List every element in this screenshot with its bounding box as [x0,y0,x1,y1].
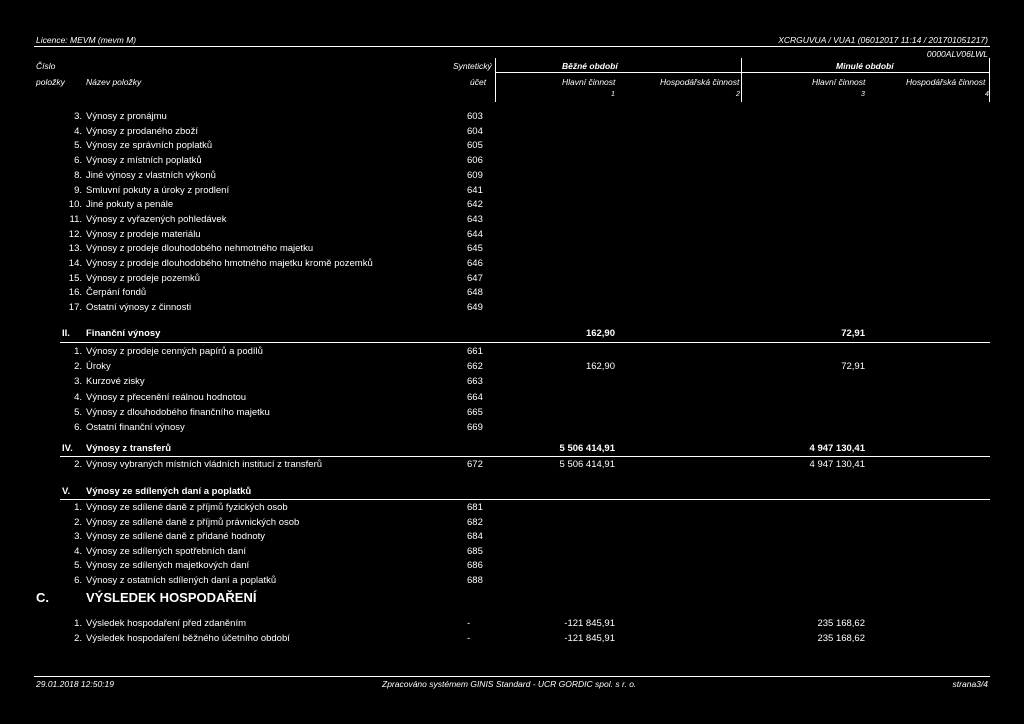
row-number: 3. [74,111,82,122]
row-account: 645 [467,243,483,255]
row-account: 648 [467,287,483,299]
row-number: 6. [74,574,82,586]
row-number: 6. [74,155,82,167]
row-number: 11. [69,213,82,225]
row-account: 603 [467,111,483,122]
row-number: 3. [74,376,82,388]
table-row [0,155,1024,169]
col-num-4: 4 [985,91,989,98]
table-row [0,185,1024,199]
row-name: Ostatní finanční výnosy [86,422,185,433]
row-account: 606 [467,155,483,167]
section-iv-header [0,443,1024,457]
row-name: Výnosy z prodeje dlouhodobého nehmotného majetku [86,243,314,255]
table-row [0,126,1024,140]
row-account: 646 [467,258,483,269]
table-row [0,229,1024,243]
col-num-2: 2 [736,91,740,98]
row-account: 642 [467,199,483,211]
row-number: 5. [74,560,82,571]
table-row [0,170,1024,184]
row-name: Výnosy ze správních poplatků [86,140,213,152]
row-name: Výnosy z prodeje pozemků [86,272,201,284]
row-account: 665 [467,406,483,418]
row-account: - [467,618,471,629]
col-nazev: Název položky [86,77,142,87]
section-ii-title: Finanční výnosy [86,328,161,339]
row-minule-hlavni: 235 168,62 [817,618,865,629]
col-bezne-hospodarska: Hospodářská činnost [660,77,740,87]
table-row [0,407,1024,421]
section-ii-bezne: 162,90 [585,328,615,339]
col-minule: Minulé období [836,61,894,71]
table-row [0,546,1024,560]
section-c-num: C. [36,590,49,605]
row-number: 10. [68,199,82,211]
section-v-header [0,486,1024,500]
row-number: 1. [74,618,82,629]
row-account: 609 [467,169,483,181]
section-iv-num: IV. [62,443,73,454]
row-account: 661 [467,346,483,357]
row-account: 681 [467,502,483,513]
col-synteticky: Syntetický [453,61,492,71]
table-row [0,346,1024,360]
row-name: Jiné výnosy z vlastních výkonů [86,169,216,181]
row-name: Výnosy z místních poplatků [86,155,202,167]
section-iv-minule: 4 947 130,41 [809,443,865,454]
row-number: 4. [74,391,82,403]
row-account: - [467,632,471,644]
row-name: Ostatní výnosy z činnosti [86,302,192,314]
section-v-rule [60,499,990,500]
row-number: 5. [74,406,82,418]
row-number: 1. [74,502,82,513]
table-row [0,376,1024,390]
section-ii-rule [60,342,990,343]
section-v-num: V. [62,486,71,497]
row-account: 649 [467,302,483,314]
section-ii-header [0,328,1024,342]
row-minule-hlavni: 4 947 130,41 [809,459,865,470]
row-name: Výnosy z ostatních sdílených daní a poplatků [86,574,277,586]
table-row [0,140,1024,154]
col-bezne: Běžné období [562,61,618,71]
header-divider-1 [495,58,496,102]
row-number: 5. [74,140,82,152]
col-cislo: Číslo [36,61,56,71]
row-number: 6. [74,422,82,433]
row-name: Výnosy ze sdílených spotřebních daní [86,545,247,557]
row-number: 2. [74,361,82,373]
row-bezne-hlavni: -121 845,91 [564,618,615,629]
row-account: 644 [467,228,483,240]
table-row [0,560,1024,574]
row-account: 672 [467,459,483,470]
section-iv-title: Výnosy z transferů [86,443,171,454]
row-name: Výsledek hospodaření běžného účetního období [86,632,290,644]
row-minule-hlavni: 72,91 [841,361,865,373]
row-name: Výnosy z vyřazených pohledávek [86,213,227,225]
row-name: Výsledek hospodaření před zdaněním [86,618,247,629]
row-name: Výnosy ze sdílené daně z přidané hodnoty [86,531,266,542]
row-name: Výnosy ze sdílené daně z příjmů fyzických osob [86,502,288,513]
row-number: 2. [74,632,82,644]
row-name: Výnosy z přecenění reálnou hodnotou [86,391,247,403]
row-number: 3. [74,531,82,542]
header-divider-2 [741,58,742,102]
row-account: 682 [467,516,483,528]
row-name: Výnosy vybraných místních vládních institucí z transferů [86,459,323,470]
section-ii-num: II. [62,328,70,339]
col-num-1: 1 [611,91,615,98]
row-number: 17. [68,302,82,314]
row-number: 15. [68,272,82,284]
table-row [0,531,1024,545]
row-number: 1. [74,346,82,357]
row-number: 2. [74,516,82,528]
table-row [0,633,1024,647]
section-c-header [0,590,1024,608]
col-bezne-hlavni: Hlavní činnost [562,77,616,87]
table-row [0,618,1024,632]
row-account: 663 [467,376,483,388]
row-name: Výnosy z prodeje materiálu [86,228,201,240]
report-id: 0000ALV06LWL [926,49,988,59]
table-row [0,258,1024,272]
row-name: Čerpání fondů [86,287,147,299]
row-account: 641 [467,184,483,196]
table-row [0,459,1024,473]
table-row [0,243,1024,257]
header-divider-3 [989,58,990,102]
row-number: 9. [74,184,82,196]
row-number: 13. [68,243,82,255]
row-number: 14. [68,258,82,269]
table-row [0,575,1024,589]
header-top-rule [34,46,990,47]
row-account: 686 [467,560,483,571]
report-code: XCRGUVUA / VUA1 (06012017 11:14 / 201701051217) [778,35,988,45]
row-bezne-hlavni: 162,90 [585,361,615,373]
row-name: Smluvní pokuty a úroky z prodlení [86,184,230,196]
row-name: Výnosy z prodeje cenných papírů a podílů [86,346,263,357]
table-row [0,422,1024,436]
row-account: 605 [467,140,483,152]
row-name: Výnosy z dlouhodobého finančního majetku [86,406,270,418]
col-polozky: položky [36,77,65,87]
row-bezne-hlavni: -121 845,91 [564,632,615,644]
row-account: 685 [467,545,483,557]
row-number: 4. [74,545,82,557]
row-account: 662 [467,361,483,373]
row-name: Kurzové zisky [86,376,145,388]
col-ucet: účet [470,77,487,87]
row-number: 4. [74,125,82,137]
footer-rule [34,676,990,677]
footer-system: Zpracováno systémem GINIS Standard - UCR GORDIC spol. s r. o. [382,679,637,689]
row-account: 647 [467,272,483,284]
section-c-title: VÝSLEDEK HOSPODAŘENÍ [86,590,257,605]
section-iv-bezne: 5 506 414,91 [559,443,615,454]
section-v-title: Výnosy ze sdílených daní a poplatků [86,486,252,497]
row-name: Výnosy ze sdílené daně z příjmů právnických osob [86,516,300,528]
header-period-rule [496,72,990,73]
row-account: 669 [467,422,483,433]
row-name: Úroky [86,361,111,373]
footer-date: 29.01.2018 12:50:19 [36,679,114,689]
table-row [0,199,1024,213]
row-bezne-hlavni: 5 506 414,91 [559,459,615,470]
row-name: Jiné pokuty a penále [86,199,174,211]
row-name: Výnosy z prodaného zboží [86,125,198,137]
table-row [0,502,1024,516]
section-iv-rule [60,456,990,457]
col-minule-hospodarska: Hospodářská činnost [906,77,986,87]
row-account: 684 [467,531,483,542]
row-account: 664 [467,391,483,403]
licence-text: Licence: MEVM (mevm M) [36,35,137,45]
row-name: Výnosy ze sdílených majetkových daní [86,560,250,571]
row-name: Výnosy z pronájmu [86,111,167,122]
table-row [0,273,1024,287]
table-row [0,111,1024,125]
table-row [0,517,1024,531]
row-account: 643 [467,213,483,225]
table-row [0,214,1024,228]
footer-page: strana3/4 [952,679,988,689]
row-minule-hlavni: 235 168,62 [817,632,865,644]
col-minule-hlavni: Hlavní činnost [812,77,866,87]
row-name: Výnosy z prodeje dlouhodobého hmotného majetku kromě pozemků [86,258,373,269]
table-row [0,361,1024,375]
row-account: 604 [467,125,483,137]
col-num-3: 3 [861,91,865,98]
table-row [0,287,1024,301]
row-number: 16. [68,287,82,299]
section-ii-minule: 72,91 [841,328,865,339]
row-number: 2. [74,459,82,470]
row-account: 688 [467,574,483,586]
table-row [0,392,1024,406]
table-row [0,302,1024,316]
row-number: 12. [68,228,82,240]
row-number: 8. [74,169,82,181]
